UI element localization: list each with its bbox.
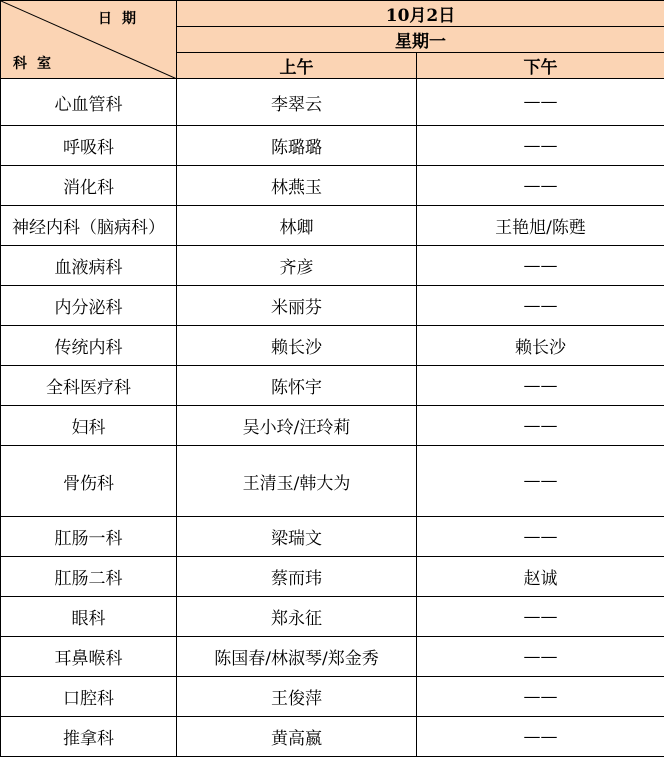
header-date-label: 日期 [98, 11, 146, 27]
morning-doctor-cell: 郑永征 [177, 597, 417, 637]
morning-doctor-cell: 黄高嬴 [177, 717, 417, 757]
table-row [1, 286, 664, 326]
morning-doctor-cell: 蔡而玮 [177, 557, 417, 597]
department-cell: 耳鼻喉科 [1, 637, 177, 677]
morning-doctor-cell: 梁瑞文 [177, 517, 417, 557]
morning-doctor-cell: 陈国春/林淑琴/郑金秀 [177, 637, 417, 677]
morning-doctor-cell: 赖长沙 [177, 326, 417, 366]
table-row [1, 597, 664, 637]
morning-doctor-cell: 李翠云 [177, 79, 417, 126]
header-weekday: 星期一 [177, 27, 664, 53]
table-row [1, 517, 664, 557]
department-cell: 消化科 [1, 166, 177, 206]
afternoon-doctor-cell: —— [417, 286, 664, 326]
afternoon-doctor-cell: —— [417, 677, 664, 717]
afternoon-doctor-cell: —— [417, 246, 664, 286]
department-cell: 神经内科（脑病科） [1, 206, 177, 246]
department-cell: 口腔科 [1, 677, 177, 717]
afternoon-doctor-cell: —— [417, 79, 664, 126]
department-cell: 肛肠一科 [1, 517, 177, 557]
morning-doctor-cell: 林燕玉 [177, 166, 417, 206]
afternoon-doctor-cell: 赖长沙 [417, 326, 664, 366]
table-row [1, 326, 664, 366]
morning-doctor-cell: 陈怀宇 [177, 366, 417, 406]
afternoon-doctor-cell: —— [417, 446, 664, 517]
header-afternoon: 下午 [417, 53, 664, 79]
department-cell: 骨伤科 [1, 446, 177, 517]
morning-doctor-cell: 王清玉/韩大为 [177, 446, 417, 517]
afternoon-doctor-cell: —— [417, 126, 664, 166]
department-cell: 内分泌科 [1, 286, 177, 326]
afternoon-doctor-cell: —— [417, 637, 664, 677]
table-row [1, 406, 664, 446]
table-row [1, 246, 664, 286]
table-row [1, 637, 664, 677]
department-cell: 肛肠二科 [1, 557, 177, 597]
department-cell: 全科医疗科 [1, 366, 177, 406]
header-department-label: 科室 [13, 56, 61, 72]
afternoon-doctor-cell: —— [417, 717, 664, 757]
morning-doctor-cell: 陈璐璐 [177, 126, 417, 166]
afternoon-doctor-cell: —— [417, 517, 664, 557]
afternoon-doctor-cell: 赵诚 [417, 557, 664, 597]
afternoon-doctor-cell: —— [417, 597, 664, 637]
header-corner-cell [1, 1, 177, 79]
table-row [1, 206, 664, 246]
table-row [1, 677, 664, 717]
afternoon-doctor-cell: —— [417, 406, 664, 446]
afternoon-doctor-cell: 王艳旭/陈甦 [417, 206, 664, 246]
header-morning: 上午 [177, 53, 417, 79]
morning-doctor-cell: 米丽芬 [177, 286, 417, 326]
morning-doctor-cell: 王俊萍 [177, 677, 417, 717]
table-row [1, 446, 664, 517]
header-date: 10月2日 [177, 1, 664, 27]
table-row [1, 366, 664, 406]
afternoon-doctor-cell: —— [417, 366, 664, 406]
department-cell: 推拿科 [1, 717, 177, 757]
department-cell: 呼吸科 [1, 126, 177, 166]
table-row [1, 557, 664, 597]
morning-doctor-cell: 林卿 [177, 206, 417, 246]
table-row [1, 79, 664, 126]
department-cell: 眼科 [1, 597, 177, 637]
morning-doctor-cell: 吴小玲/汪玲莉 [177, 406, 417, 446]
morning-doctor-cell: 齐彦 [177, 246, 417, 286]
table-row [1, 126, 664, 166]
table-row [1, 166, 664, 206]
department-cell: 血液病科 [1, 246, 177, 286]
afternoon-doctor-cell: —— [417, 166, 664, 206]
department-cell: 妇科 [1, 406, 177, 446]
department-cell: 心血管科 [1, 79, 177, 126]
department-cell: 传统内科 [1, 326, 177, 366]
table-row [1, 717, 664, 757]
